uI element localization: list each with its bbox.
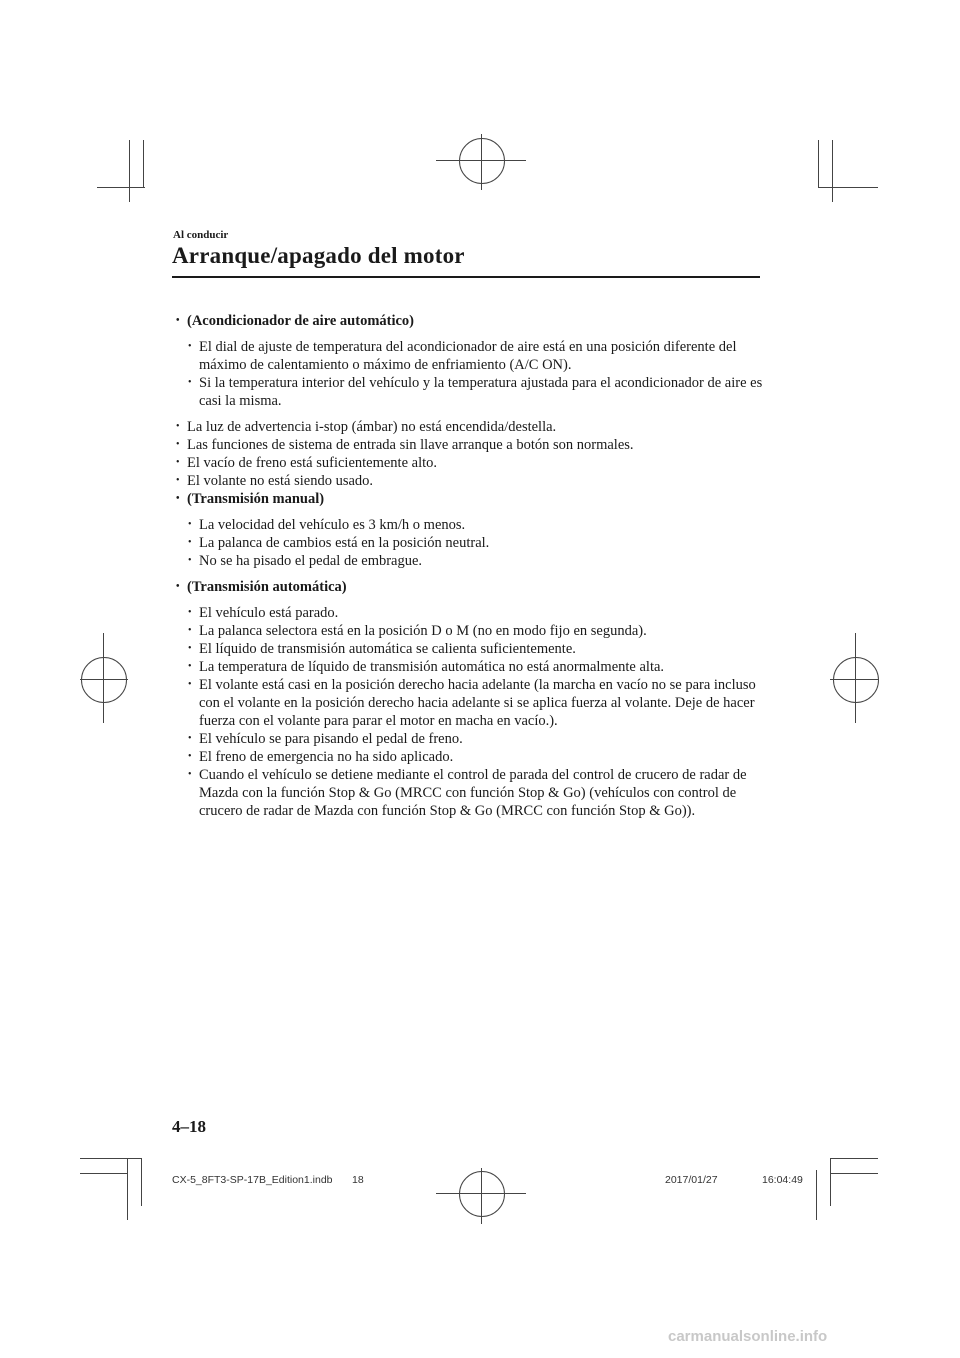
list-item: • El freno de emergencia no ha sido aplicado.: [188, 748, 766, 766]
list-item: • El vacío de freno está suficientemente alto.: [176, 454, 766, 472]
list-item: • La luz de advertencia i-stop (ámbar) no está encendida/destella.: [176, 418, 766, 436]
page-title: Arranque/apagado del motor: [172, 243, 465, 268]
list-item: • Las funciones de sistema de entrada sin llave arranque a botón son normales.: [176, 436, 766, 454]
list-item: • Cuando el vehículo se detiene mediante el control de parada del control de crucero de radar de Mazda con la función Stop & Go (MRCC con función Stop & Go) (vehículos con control de crucero de radar de Mazda con función Stop & Go (MRCC con función Stop & Go)).: [188, 766, 766, 820]
list-item-ac-auto-label: • (Acondicionador de aire automático): [176, 312, 766, 330]
footer-filename: CX-5_8FT3-SP-17B_Edition1.indb: [172, 1174, 333, 1186]
title-divider: [172, 276, 760, 278]
list-item: • El volante está casi en la posición derecho hacia adelante (la marcha en vacío no se para incluso con el volante en la posición derecho hacia adelante si se aplica fuerza al volante. Deje de hacer fuerza con el volante para parar el motor en macha en vacío.).: [188, 676, 766, 730]
list-item: • El vehículo se para pisando el pedal de freno.: [188, 730, 766, 748]
list-item-automatic-label: • (Transmisión automática): [176, 578, 766, 596]
list-item: • La temperatura de líquido de transmisión automática no está anormalmente alta.: [188, 658, 766, 676]
list-item: • El dial de ajuste de temperatura del acondicionador de aire está en una posición diferente del máximo de calentamiento o máximo de enfriamiento (A/C ON).: [188, 338, 766, 374]
list-item: • No se ha pisado el pedal de embrague.: [188, 552, 766, 570]
footer-date: 2017/01/27: [665, 1174, 718, 1186]
list-item: • La palanca selectora está en la posición D o M (no en modo fijo en segunda).: [188, 622, 766, 640]
page-number: 4–18: [172, 1117, 206, 1136]
footer-file-page: 18: [352, 1174, 364, 1186]
footer-time: 16:04:49: [762, 1174, 803, 1186]
list-item: • La palanca de cambios está en la posición neutral.: [188, 534, 766, 552]
list-item: • Si la temperatura interior del vehículo y la temperatura ajustada para el acondicionador de aire es casi la misma.: [188, 374, 766, 410]
watermark: carmanualsonline.info: [668, 1328, 828, 1345]
section-label: Al conducir: [173, 229, 229, 241]
list-item-manual-label: • (Transmisión manual): [176, 490, 766, 508]
list-item: • El líquido de transmisión automática se calienta suficientemente.: [188, 640, 766, 658]
list-item: • El volante no está siendo usado.: [176, 472, 766, 490]
document-body: [176, 312, 766, 820]
list-item: • La velocidad del vehículo es 3 km/h o menos.: [188, 516, 766, 534]
list-item: • El vehículo está parado.: [188, 604, 766, 622]
